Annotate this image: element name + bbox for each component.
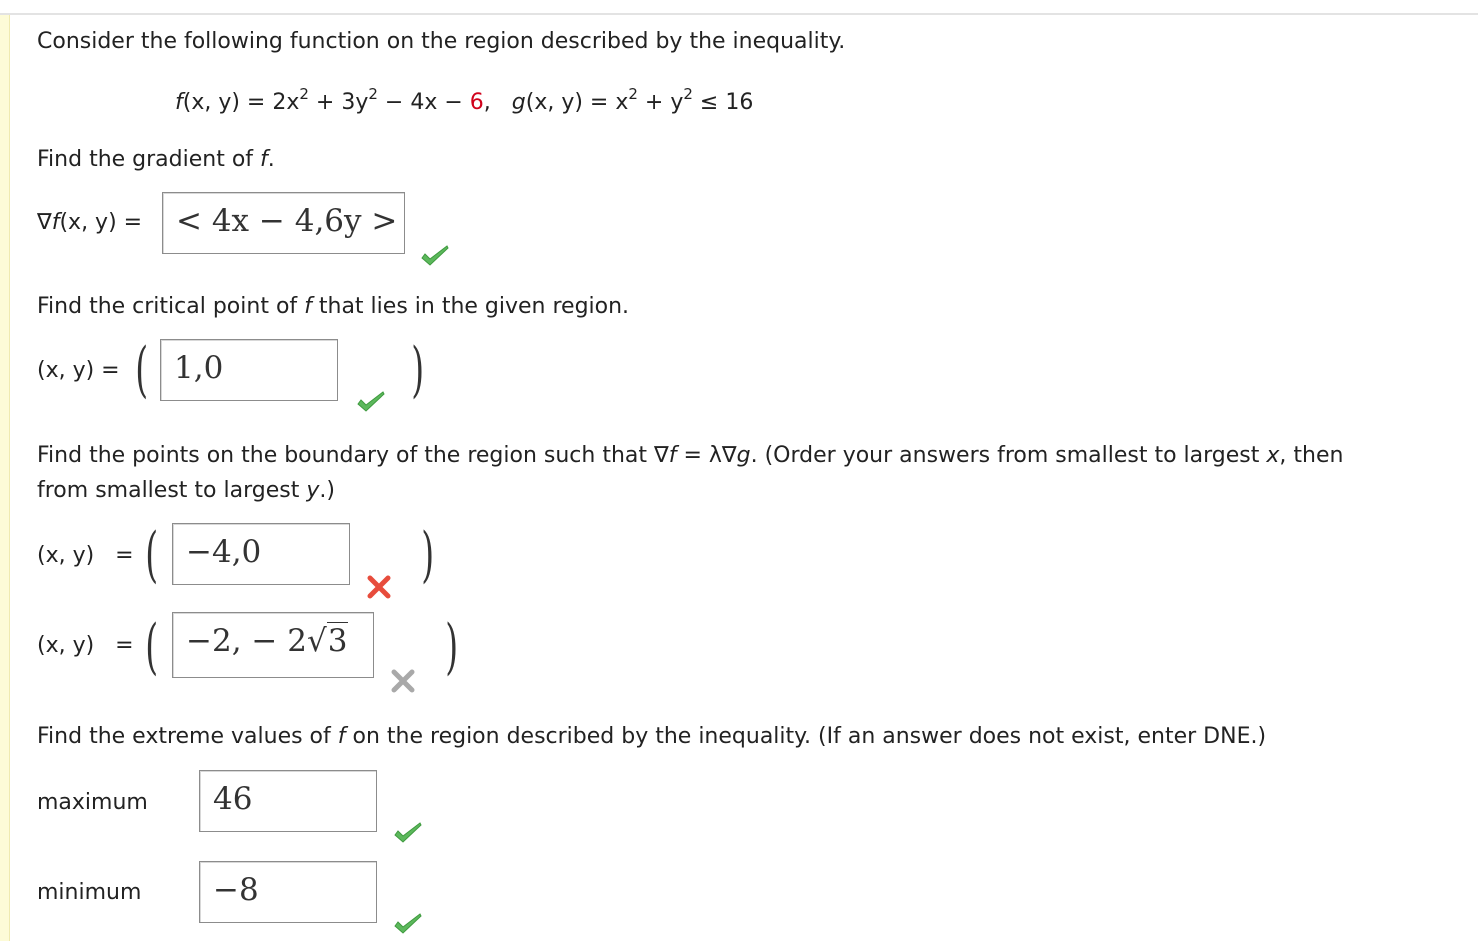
incorrect-x-icon bbox=[366, 574, 392, 600]
sidebar-highlight bbox=[0, 15, 10, 941]
boundary-prompt-line1: Find the points on the boundary of the region such that ∇f = λ∇g. (Order your answers from smallest to largest x, then bbox=[37, 443, 1344, 468]
maximum-input[interactable]: 46 bbox=[199, 770, 377, 832]
correct-check-icon bbox=[420, 245, 450, 269]
g-name: g bbox=[511, 90, 526, 115]
gradient-answer-input[interactable]: < 4x − 4,6y > bbox=[162, 192, 405, 254]
correct-check-icon bbox=[356, 391, 386, 415]
left-paren: ( bbox=[135, 335, 149, 405]
minimum-label: minimum bbox=[37, 880, 142, 905]
boundary-point-1-label: (x, y) = bbox=[37, 543, 141, 568]
critical-point-label: (x, y) = bbox=[37, 358, 127, 383]
boundary-prompt-line2: from smallest to largest y.) bbox=[37, 478, 335, 503]
problem-intro: Consider the following function on the region described by the inequality. bbox=[37, 29, 846, 54]
extreme-values-prompt: Find the extreme values of f on the region described by the inequality. (If an answer does not exist, enter DNE.) bbox=[37, 724, 1267, 749]
maximum-label: maximum bbox=[37, 790, 148, 815]
right-paren: ) bbox=[445, 612, 459, 682]
correct-check-icon bbox=[393, 822, 423, 846]
gradient-prompt: Find the gradient of f. bbox=[37, 147, 275, 172]
critical-point-prompt: Find the critical point of f that lies in the given region. bbox=[37, 294, 630, 319]
sqrt-symbol: √3 bbox=[306, 623, 348, 659]
right-paren: ) bbox=[411, 335, 425, 405]
boundary-point-2-label: (x, y) = bbox=[37, 633, 141, 658]
boundary-point-2-input[interactable]: −2, − 2√3 bbox=[172, 612, 374, 678]
top-divider bbox=[0, 13, 1478, 15]
left-paren: ( bbox=[145, 612, 159, 682]
gradient-label: ∇f(x, y) = bbox=[37, 210, 150, 235]
function-formula: f(x, $y) = 2x^2 + 3y^2 - 4x - 6$, g(x, $y) = x^2 + y^2 \le 16$ bbox=[175, 84, 754, 115]
minimum-input[interactable]: −8 bbox=[199, 861, 377, 923]
incorrect-x-icon bbox=[390, 668, 416, 694]
correct-check-icon bbox=[393, 913, 423, 937]
left-paren: ( bbox=[145, 520, 159, 590]
critical-point-input[interactable]: 1,0 bbox=[160, 339, 338, 401]
constant-highlight: 6 bbox=[469, 90, 484, 115]
right-paren: ) bbox=[421, 520, 435, 590]
f-name: f bbox=[175, 90, 183, 115]
boundary-point-1-input[interactable]: −4,0 bbox=[172, 523, 350, 585]
